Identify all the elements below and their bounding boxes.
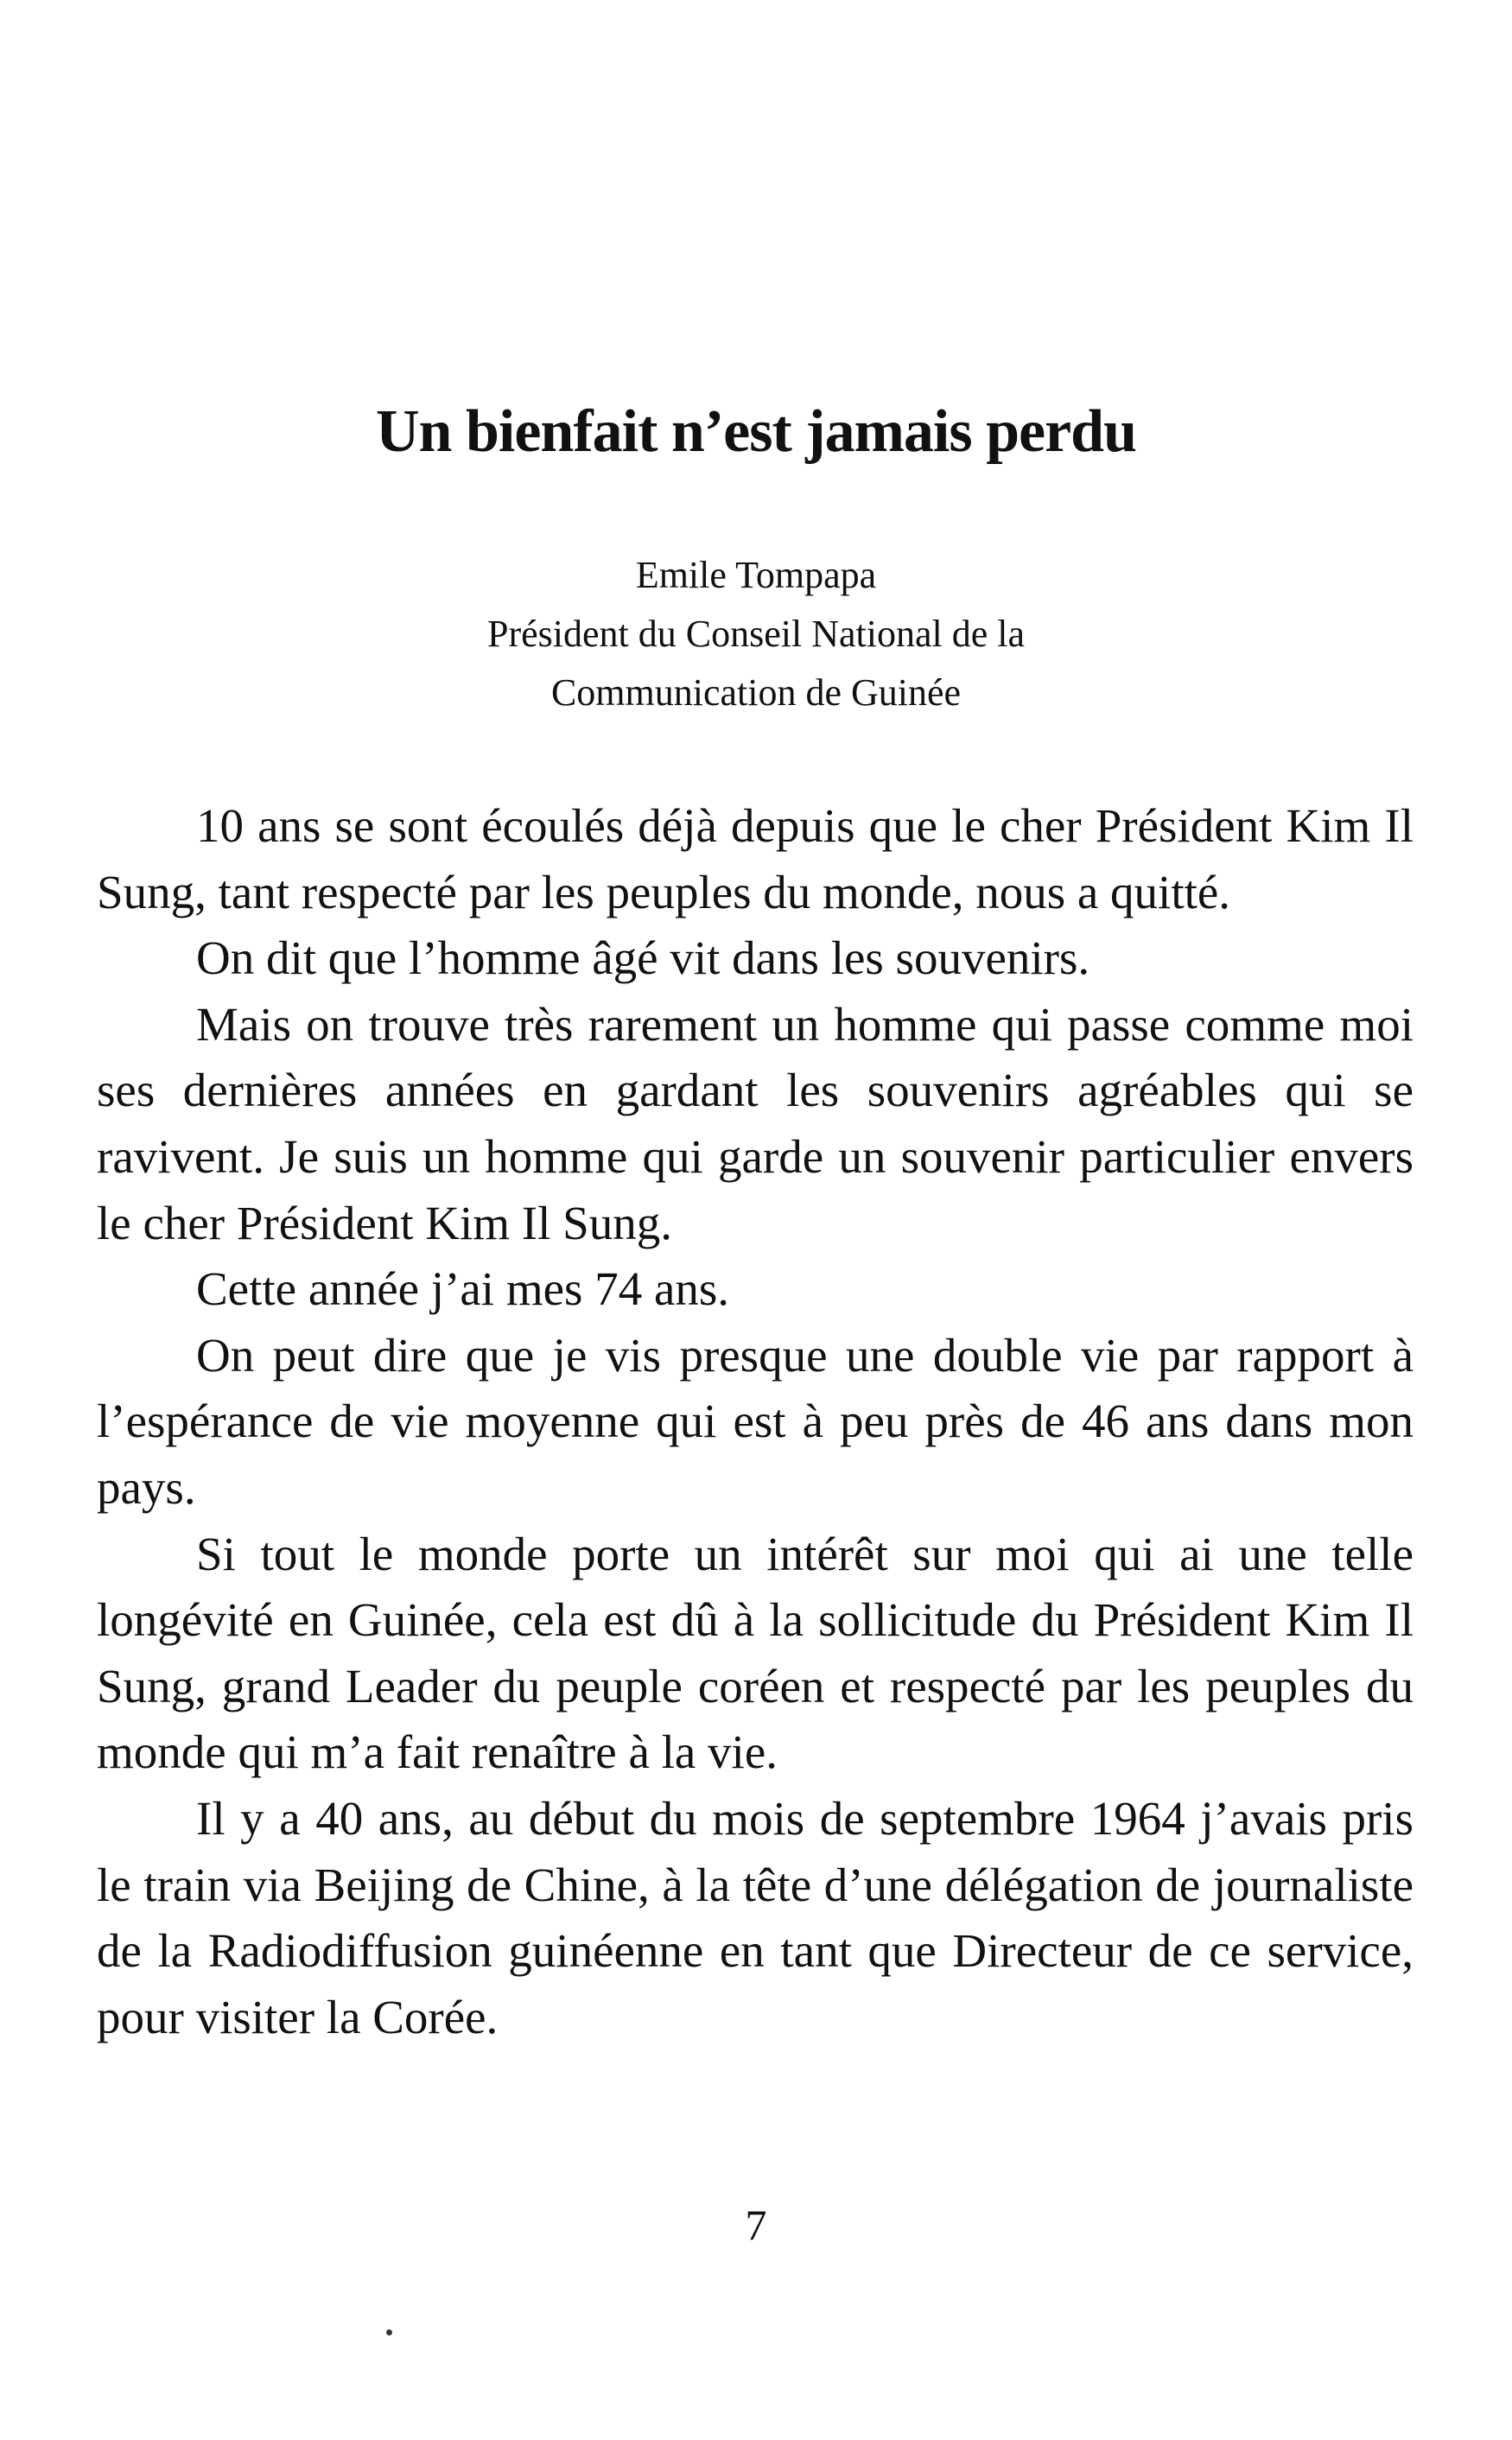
paragraph: Il y a 40 ans, au début du mois de septembre 1964 j’avais pris le train via Beijing de Chine, à la tête d’une délégation de journaliste de la Radiodiffusion guinéenne en tant que Directeur de ce service, pour visiter la Corée.	[97, 1791, 1414, 2043]
author-name: Emile Tompapa	[635, 554, 877, 596]
paragraph: On dit que l’homme âgé vit dans les souvenirs.	[196, 931, 1090, 985]
author-role-line-1: Président du Conseil National de la	[487, 613, 1025, 655]
paragraph: Mais on trouve très rarement un homme qui passe comme moi ses dernières années en gardant les souvenirs agréables qui se ravivent. Je suis un homme qui garde un souvenir particulier envers le cher Président Kim Il Sung.	[97, 997, 1414, 1249]
paragraph: Si tout le monde porte un intérêt sur moi qui ai une telle longévité en Guinée, cela est dû à la sollicitude du Président Kim Il Sung, grand Leader du peuple coréen et respecté par les peuples du monde qui m’a fait renaître à la vie.	[97, 1527, 1414, 1779]
paragraph: 10 ans se sont écoulés déjà depuis que le cher Président Kim Il Sung, tant respecté par les peuples du monde, nous a quitté.	[97, 799, 1414, 918]
page-number: 7	[745, 2201, 767, 2249]
paragraph: On peut dire que je vis presque une double vie par rapport à l’espérance de vie moyenne qui est à peu près de 46 ans dans mon pays.	[97, 1328, 1414, 1514]
paragraph: Cette année j’ai mes 74 ans.	[196, 1262, 730, 1316]
author-role-line-2: Communication de Guinée	[550, 671, 962, 714]
ink-speck	[386, 2329, 392, 2335]
author-byline	[0, 546, 1512, 722]
page-title: Un bienfait n’est jamais perdu	[375, 398, 1137, 465]
article-body	[97, 793, 1414, 2050]
